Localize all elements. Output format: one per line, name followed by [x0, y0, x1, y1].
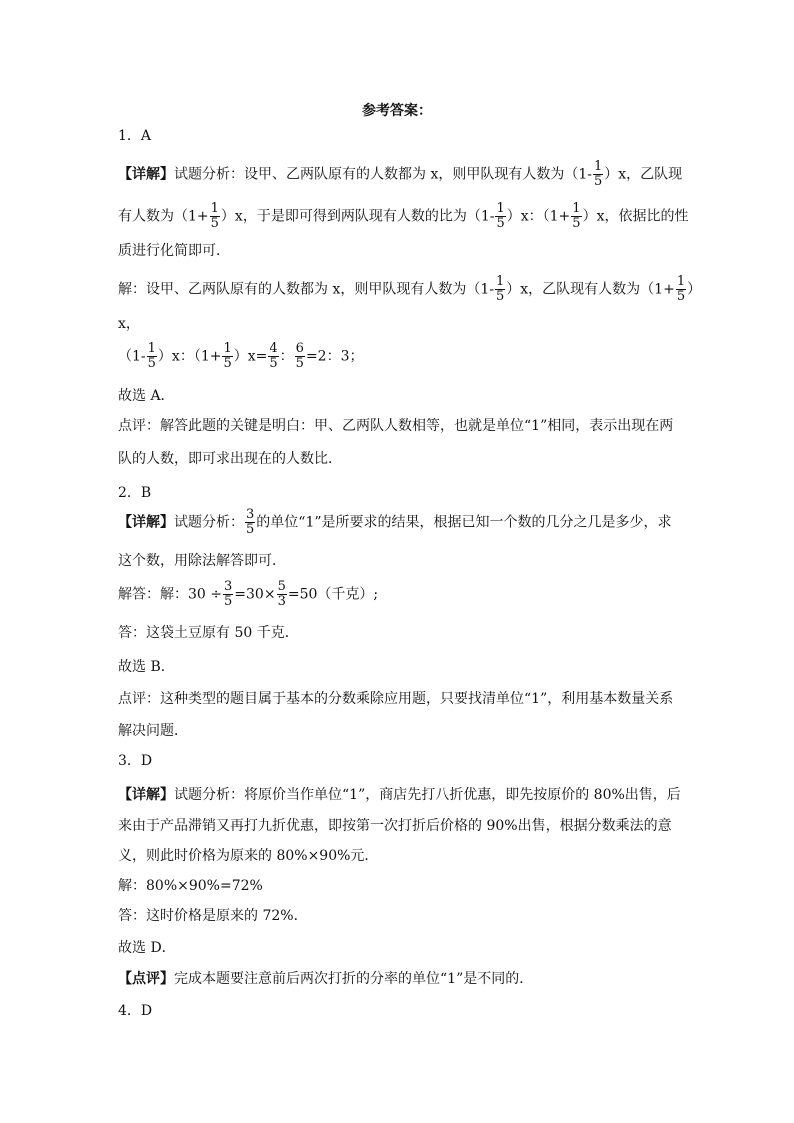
- q1-analysis-line1: 【详解】试题分析：设甲、乙两队原有的人数都为 x，则甲队现有人数为（1- $\frac{1}{5}$ ）x，乙队现: [118, 159, 683, 189]
- q1-number: 1．A: [118, 128, 152, 144]
- q3-detail-tag: 【详解】: [118, 787, 174, 803]
- q1-comment-line2: 队的人数，即可求出现在的人数比．: [118, 451, 342, 467]
- q1-comment-line1: 点评：解答此题的关键是明白：甲、乙两队人数相等，也就是单位“1”相同，表示出现在两: [118, 418, 674, 434]
- q2-choice: 故选 B．: [118, 659, 175, 675]
- q2-answer: 答：这袋土豆原有 50 千克．: [118, 625, 299, 641]
- q1-solution-line2: x，: [118, 316, 140, 332]
- fraction: $\frac{1}{5}$: [676, 274, 686, 304]
- q1-analysis-line3: 质进行化简即可．: [118, 243, 230, 259]
- fraction: $\frac{4}{5}$: [269, 341, 278, 371]
- fraction: $\frac{3}{5}$: [246, 507, 255, 537]
- q3-number: 3．D: [118, 753, 153, 769]
- q2-comment-line1: 点评：这种类型的题目属于基本的分数乘除应用题，只要找清单位“1”，利用基本数量关系: [118, 691, 674, 707]
- fraction: $\frac{6}{5}$: [295, 341, 304, 371]
- q2-detail-tag: 【详解】: [118, 514, 174, 531]
- q3-analysis-line3: 义，则此时价格为原来的 80%×90%元．: [118, 848, 379, 864]
- q4-number: 4．D: [118, 1003, 153, 1019]
- q3-comment-tag: 【点评】: [118, 971, 174, 987]
- page-title: 参考答案：: [362, 103, 432, 119]
- q2-comment-line2: 解决问题．: [118, 723, 188, 739]
- q3-answer: 答：这时价格是原来的 72%．: [118, 908, 308, 924]
- q3-comment: 【点评】完成本题要注意前后两次打折的分率的单位“1”是不同的．: [118, 971, 534, 987]
- q1-analysis-line2: 有人数为（1+ $\frac{1}{5}$ ）x，于是即可得到两队现有人数的比为（1- $\frac{1}{5}$ ）x：（1+ $\frac{1}{5}$ ）x，依据比的性: [118, 201, 689, 231]
- fraction: $\frac{3}{5}$: [224, 579, 233, 609]
- q3-analysis-line2: 来由于产品滞销又再打九折优惠，即按第一次打折后价格的 90%出售，根据分数乘法的意: [118, 818, 672, 834]
- fraction: $\frac{1}{5}$: [593, 159, 603, 189]
- q1-detail-tag: 【详解】: [118, 166, 174, 183]
- q3-choice: 故选 D．: [118, 940, 176, 956]
- q3-solution: 解：80%×90%=72%: [118, 878, 263, 894]
- q2-analysis-line1: 【详解】试题分析： $\frac{3}{5}$ 的单位“1”是所要求的结果，根据已知一个数的几分之几是多少，求: [118, 507, 672, 537]
- q2-solution-line: 解答：解：30 ÷ $\frac{3}{5}$ =30× $\frac{5}{3}$ =50（千克）;: [118, 579, 379, 609]
- q1-choice: 故选 A．: [118, 388, 175, 404]
- q2-number: 2．B: [118, 485, 152, 501]
- fraction: $\frac{1}{5}$: [223, 341, 232, 371]
- q1-solution-line1: 解：设甲、乙两队原有的人数都为 x，则甲队现有人数为（1- $\frac{1}{5}$ ）x，乙队现有人数为（1+ $\frac{1}{5}$ ）: [118, 274, 702, 304]
- fraction: $\frac{1}{5}$: [495, 274, 505, 304]
- fraction: $\frac{1}{5}$: [210, 201, 219, 231]
- q3-analysis-line1: 【详解】试题分析：将原价当作单位“1”，商店先打八折优惠，即先按原价的 80%出售，后: [118, 787, 681, 803]
- q2-analysis-line2: 这个数，用除法解答即可．: [118, 553, 286, 569]
- fraction: $\frac{1}{5}$: [572, 201, 581, 231]
- fraction: $\frac{5}{3}$: [277, 579, 286, 609]
- fraction: $\frac{1}{5}$: [147, 341, 156, 371]
- fraction: $\frac{1}{5}$: [496, 201, 505, 231]
- q1-solution-line3: （1- $\frac{1}{5}$ ）x：（1+ $\frac{1}{5}$ ）x= $\frac{4}{5}$ ： $\frac{6}{5}$ =2：3；: [118, 341, 364, 371]
